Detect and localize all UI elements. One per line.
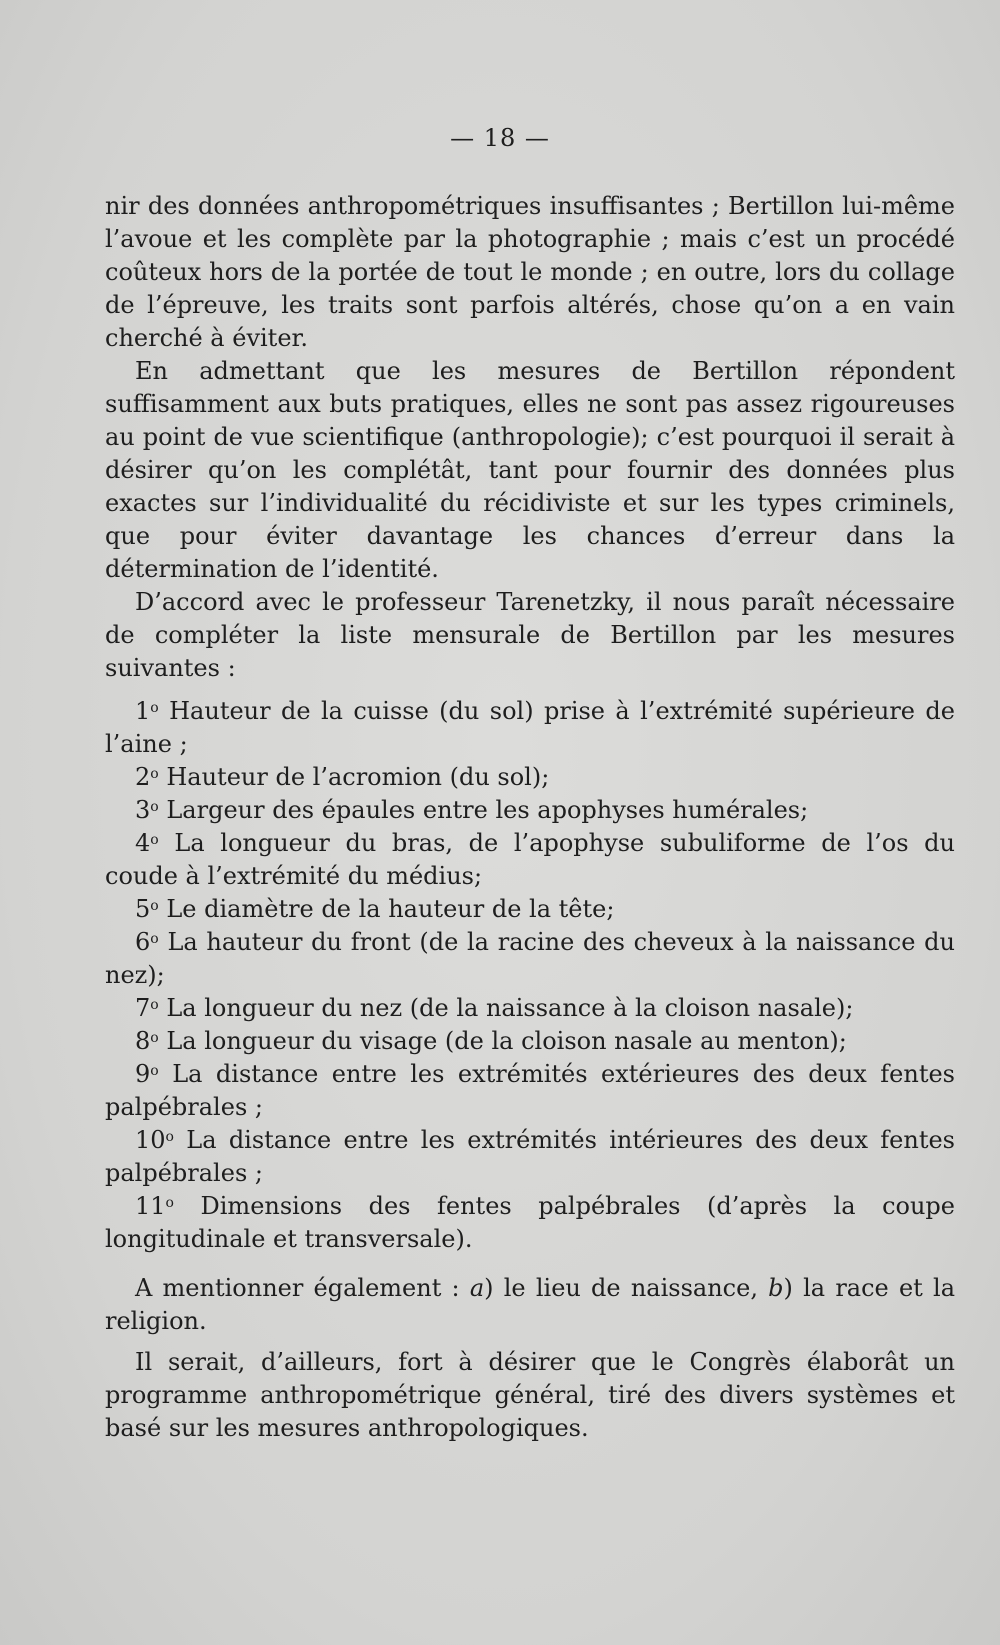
ordinal-mark: o (150, 799, 159, 815)
ordinal-mark: o (150, 1030, 159, 1046)
item-number: 10 (135, 1126, 166, 1154)
list-item (105, 695, 955, 761)
ordinal-mark: o (165, 1195, 174, 1211)
item-number: 8 (135, 1027, 151, 1055)
item-text: Dimensions des fentes palpébrales (d’après la coupe longitudinale et transversale). (105, 1192, 955, 1253)
ordinal-mark: o (150, 700, 159, 716)
ordinal-mark: o (165, 1129, 174, 1145)
ordinal-mark: o (150, 832, 159, 848)
mention-prefix: A mentionner également : (135, 1274, 470, 1302)
mention-a-letter: a (469, 1274, 485, 1302)
mention-b-text: ) la race et la religion. (105, 1274, 955, 1335)
item-text: Le diamètre de la hauteur de la tête; (166, 895, 615, 923)
item-number: 11 (135, 1192, 166, 1220)
list-item (105, 1124, 955, 1190)
item-text: La distance entre les extrémités intérieures des deux fentes palpébrales ; (105, 1126, 955, 1187)
item-text: La distance entre les extrémités extérieures des deux fentes palpébrales ; (105, 1060, 955, 1121)
item-text: Hauteur de l’acromion (du sol); (166, 763, 550, 791)
item-text: La longueur du visage (de la cloison nasale au menton); (166, 1027, 847, 1055)
paragraph-mention (105, 1272, 955, 1338)
mention-b-letter: b (768, 1274, 784, 1302)
item-text: La longueur du nez (de la naissance à la cloison nasale); (166, 994, 854, 1022)
paragraph-continued: nir des données anthropométriques insuffisantes ; Bertillon lui-même l’avoue et les complète par la photographie ; mais c’est un procédé coûteux hors de la portée de tout le monde ; en outre, lors du collage de l’épreuve, les traits sont parfois altérés, chose qu’on a en vain cherché à éviter. (105, 192, 955, 352)
mention-a-text: ) le lieu de naissance, (484, 1274, 769, 1302)
body-text (105, 190, 955, 1445)
list-item (105, 1058, 955, 1124)
item-number: 4 (135, 829, 151, 857)
list-item (105, 761, 955, 794)
list-item (105, 827, 955, 893)
item-number: 7 (135, 994, 151, 1022)
item-number: 9 (135, 1060, 151, 1088)
ordinal-mark: o (150, 898, 159, 914)
list-item (105, 926, 955, 992)
item-number: 5 (135, 895, 151, 923)
item-number: 1 (135, 697, 151, 725)
item-text: Largeur des épaules entre les apophyses humérales; (166, 796, 809, 824)
list-item (105, 1025, 955, 1058)
item-number: 3 (135, 796, 151, 824)
paragraph-congress: Il serait, d’ailleurs, fort à désirer que le Congrès élaborât un programme anthropométrique général, tiré des divers systèmes et basé sur les mesures anthropologiques. (105, 1348, 955, 1442)
page-number: — 18 — (450, 124, 550, 152)
ordinal-mark: o (150, 1063, 159, 1079)
item-text: Hauteur de la cuisse (du sol) prise à l’extrémité supérieure de l’aine ; (105, 697, 955, 758)
paragraph-bertillon-measures: En admettant que les mesures de Bertillon répondent suffisamment aux buts pratiques, elles ne sont pas assez rigoureuses au point de vue scientifique (anthropologie); c’est pourquoi il serait à désirer qu’on les complétât, tant pour fournir des données plus exactes sur l’individualité du récidiviste et sur les types criminels, que pour éviter davantage les chances d’erreur dans la détermination de l’identité. (105, 357, 955, 583)
ordinal-mark: o (150, 931, 159, 947)
list-item (105, 794, 955, 827)
paragraph-tarenetzky: D’accord avec le professeur Tarenetzky, il nous paraît nécessaire de compléter la liste mensurale de Bertillon par les mesures suivantes : (105, 588, 955, 682)
list-item (105, 992, 955, 1025)
ordinal-mark: o (150, 766, 159, 782)
list-item (105, 1190, 955, 1256)
measures-list (105, 695, 955, 1256)
ordinal-mark: o (150, 997, 159, 1013)
item-number: 6 (135, 928, 151, 956)
list-item (105, 893, 955, 926)
item-number: 2 (135, 763, 151, 791)
item-text: La hauteur du front (de la racine des cheveux à la naissance du nez); (105, 928, 955, 989)
item-text: La longueur du bras, de l’apophyse subuliforme de l’os du coude à l’extrémité du médius; (105, 829, 955, 890)
